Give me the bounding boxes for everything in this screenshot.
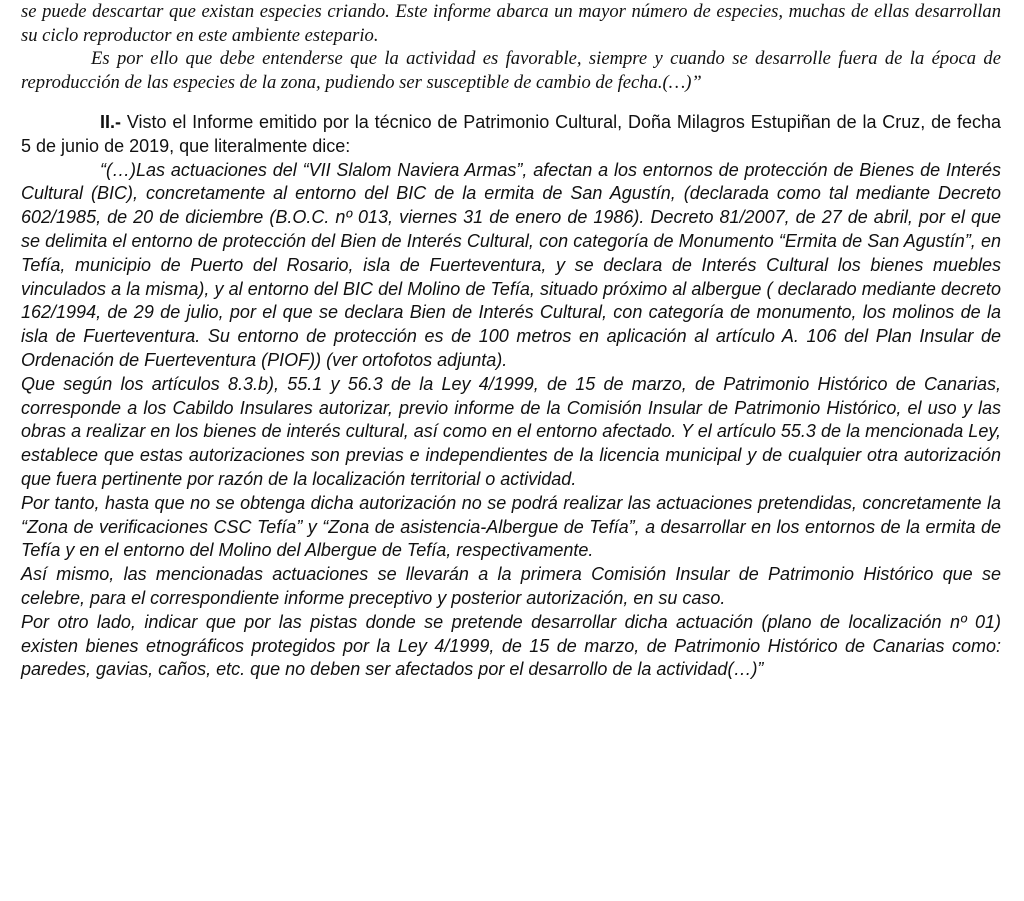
report-quote-paragraph-2: Que según los artículos 8.3.b), 55.1 y 56.3 de la Ley 4/1999, de 15 de marzo, de Patrimonio Histórico de Canarias, corresponde a los Cabildo Insulares autorizar, previo informe de la Comisión Insular de Patrimonio Histórico, el uso y las obras a realizar en los bienes de interés cultural, así como en el entorno afectado. Y el artículo 55.3 de la mencionada Ley, establece que estas autorizaciones son previas e independientes de la licencia municipal y de cualquier otra autorización que fuera pertinente por razón de la localización territorial o actividad.	[21, 373, 1001, 489]
report-quote-paragraph-1: “(…)Las actuaciones del “VII Slalom Naviera Armas”, afectan a los entornos de protección de Bienes de Interés Cultural (BIC), concretamente al entorno del BIC de la ermita de San Agustín, (declarada como tal mediante Decreto 602/1985, de 20 de diciembre (B.O.C. nº 013, viernes 31 de enero de 1986). Decreto 81/2007, de 27 de abril, por el que se delimita el entorno de protección del Bien de Interés Cultural, con categoría de Monumento “Ermita de San Agustín”, en Tefía, municipio de Puerto del Rosario, isla de Fuerteventura, y se declara de Interés Cultural los bienes muebles vinculados a la misma), y al entorno del BIC del Molino de Tefía, situado próximo al albergue ( declarado mediante decreto 162/1994, de 29 de julio, por el que se declara Bien de Interés Cultural, con categoría de monumento, los molinos de la isla de Fuerteventura. Su entorno de protección es de 100 metros en aplicación al artículo A. 106 del Plan Insular de Ordenación de Fuerteventura (PIOF)) (ver ortofotos adjunta).	[21, 159, 1001, 370]
section-intro-text: Visto el Informe emitido por la técnico de Patrimonio Cultural, Doña Milagros Estupiñan de la Cruz, de fecha 5 de junio de 2019, que literalmente dice:	[21, 112, 1001, 156]
top-quote-paragraph-1: se puede descartar que existan especies criando. Este informe abarca un mayor número de especies, muchas de ellas desarrollan su ciclo reproductor en este ambiente estepario.	[21, 1, 1001, 46]
report-quote-paragraph-5: Por otro lado, indicar que por las pistas donde se pretende desarrollar dicha actuación (plano de localización nº 01) existen bienes etnográficos protegidos por la Ley 4/1999, de 15 de marzo, de Patrimonio Histórico de Canarias como: paredes, gavias, caños, etc. que no deben ser afectados por el desarrollo de la actividad(…)”	[21, 611, 1001, 680]
section-ii-intro	[21, 111, 1001, 159]
report-quote-paragraph-4: Así mismo, las mencionadas actuaciones se llevarán a la primera Comisión Insular de Patrimonio Histórico que se celebre, para el correspondiente informe preceptivo y posterior autorización, en su caso.	[21, 564, 1001, 608]
section-ii-block	[21, 111, 1001, 682]
section-number: II.-	[100, 112, 121, 132]
document-page	[21, 0, 1001, 682]
top-quote-block	[21, 0, 1001, 94]
top-quote-paragraph-2: Es por ello que debe entenderse que la actividad es favorable, siempre y cuando se desarrolle fuera de la época de reproducción de las especies de la zona, pudiendo ser susceptible de cambio de fecha.(…)”	[21, 48, 1001, 93]
report-quote-paragraph-3: Por tanto, hasta que no se obtenga dicha autorización no se podrá realizar las actuaciones pretendidas, concretamente la “Zona de verificaciones CSC Tefía” y “Zona de asistencia-Albergue de Tefía”, a desarrollar en los entornos de la ermita de Tefía y en el entorno del Molino del Albergue de Tefía, respectivamente.	[21, 492, 1001, 561]
